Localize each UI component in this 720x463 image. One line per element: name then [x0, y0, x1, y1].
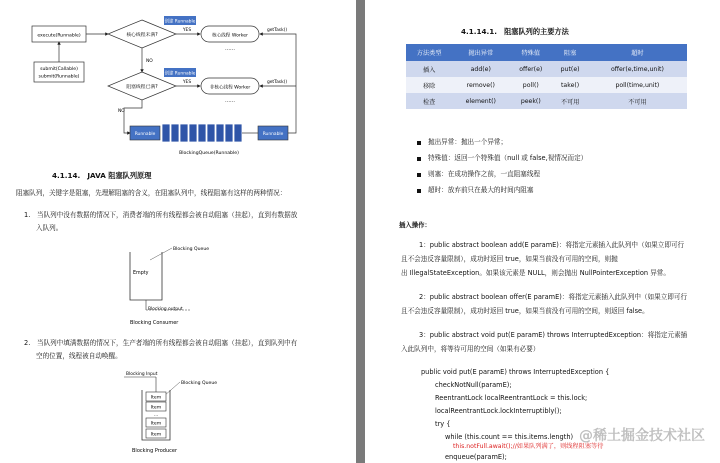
- gettask-label-1: getTask(): [266, 28, 288, 33]
- table-cell: 检查: [406, 93, 452, 109]
- blocking-consumer-diagram: [0, 238, 356, 338]
- gettask-label-2: getTask(): [266, 80, 288, 85]
- table-cell: element(): [452, 93, 509, 109]
- para2-line1: 2：public abstract boolean offer(E paramE)：将指定元素插入此队列中（如果立即可行: [419, 293, 688, 301]
- table-cell: 移除: [406, 77, 452, 93]
- table-cell: peek(): [509, 93, 552, 109]
- queue-item-label-4: Item: [150, 432, 162, 438]
- table-header: 抛出异常: [452, 44, 509, 61]
- table-cell: offer(e): [509, 61, 552, 77]
- yes-label-2: YES: [182, 80, 192, 85]
- table-cell: offer(e,time,unit): [588, 61, 687, 77]
- queue-caption: BlockingQueue(Runnable): [179, 151, 239, 156]
- code-line: try {: [435, 420, 451, 428]
- right-page: [365, 0, 720, 463]
- case1-line1: 1. 当队列中没有数据的情况下，消费者端的所有线程都会被自动阻塞（挂起），直到有数据放: [24, 211, 298, 219]
- submit-callable-label: submit(Callable): [40, 67, 78, 72]
- code-comment-line: this.notFull.await();//如果队列满了，则线程阻塞等待: [453, 443, 604, 450]
- table-cell: poll(): [509, 77, 552, 93]
- code-line: while (this.count == this.items.length): [445, 433, 574, 441]
- queue-tail-label: Runnable: [262, 132, 284, 137]
- table-header: 特殊值: [509, 44, 552, 61]
- table-cell: take(): [552, 77, 587, 93]
- table-header: 方法类型: [406, 44, 452, 61]
- bullet-icon: [417, 141, 421, 145]
- table-cell: 不可用: [552, 93, 587, 109]
- queue-item-dots: …: [153, 413, 159, 418]
- table-row: [406, 93, 687, 109]
- bullet-special: 特殊值：返回一个特殊值（null 或 false,视情况而定）: [428, 154, 588, 162]
- table-header: 超时: [588, 44, 687, 61]
- queue-item-label-1: Item: [150, 395, 162, 401]
- code-line: ReentrantLock localReentrantLock = this.lock;: [435, 394, 588, 402]
- left-page: [0, 0, 356, 463]
- para1-line3: 出 IllegalStateException。如果该元素是 NULL，则会抛出 NullPointerException 异常。: [401, 269, 670, 277]
- page-gutter: [356, 0, 365, 463]
- case2-line1: 2. 当队列中填满数据的情况下，生产者端的所有线程都会被自动阻塞（挂起），直到队列中有: [24, 339, 298, 347]
- insert-heading: 插入操作：: [399, 221, 431, 229]
- decision-blocking-label: 阻塞线程已满?: [126, 85, 158, 90]
- bullet-icon: [417, 173, 421, 177]
- create-runnable-label-2: 创建 Runnable: [164, 71, 196, 77]
- para1-line2: 且不会违反容量限制），成功时返回 true，如果当前没有可用的空间，则抛: [401, 255, 618, 263]
- para3-line2: 入此队列中，将等待可用的空间（如果有必要）: [401, 345, 540, 353]
- core-worker-label: 核心线程 Worker: [211, 33, 249, 39]
- blocking-output-label: Blocking output: [148, 307, 183, 312]
- execute-label: execute(Runnable): [37, 33, 81, 39]
- code-line: enqueue(paramE);: [445, 453, 507, 461]
- no-label-1: NO: [146, 59, 153, 64]
- producer-caption: Blocking Producer: [132, 448, 177, 454]
- consumer-caption: Blocking Consumer: [130, 320, 179, 326]
- methods-heading: 4.1.14.1. 阻塞队列的主要方法: [461, 27, 569, 36]
- yes-label-1: YES: [182, 28, 192, 33]
- create-runnable-label-1: 创建 Runnable: [164, 19, 196, 25]
- bullet-throws: 抛出异常：抛出一个异常；: [428, 138, 508, 146]
- blocking-producer-diagram: [0, 368, 356, 463]
- bullet-timeout: 超时：放弃前只在最大的时间内阻塞: [428, 186, 534, 194]
- consumer-queue-label: Blocking Queue: [173, 247, 210, 252]
- code-line: public void put(E paramE) throws InterruptedException {: [421, 368, 610, 376]
- table-header-row: [406, 44, 687, 61]
- intro-paragraph: 阻塞队列，关键字是阻塞，先理解阻塞的含义，在阻塞队列中，线程阻塞有这样的两种情况：: [16, 189, 287, 197]
- queue-head-label: Runnable: [134, 132, 156, 137]
- thread-pool-diagram: [0, 0, 356, 170]
- table-header: 阻塞: [552, 44, 587, 61]
- watermark: @稀土掘金技术社区: [579, 428, 705, 444]
- bullet-blocking: 则塞：在成功操作之前，一直阻塞线程: [428, 170, 541, 178]
- table-cell: 不可用: [588, 93, 687, 109]
- table-cell: put(e): [552, 61, 587, 77]
- blocking-input-label: Blocking Input: [126, 372, 158, 377]
- para1-line1: 1：public abstract boolean add(E paramE)：将指定元素插入此队列中（如果立即可行: [419, 241, 685, 249]
- decision-core-label: 核心线程未满?: [126, 33, 158, 38]
- submit-runnable-label: submit(Runnable): [38, 74, 80, 80]
- producer-queue-label: Blocking Queue: [181, 381, 218, 386]
- case1-line2: 入队列。: [36, 224, 63, 232]
- para2-line2: 且不会违反容量限制），成功时返回 true，如果当前没有可用的空间，则返回 false。: [401, 307, 649, 315]
- methods-table: [406, 44, 687, 109]
- table-cell: add(e): [452, 61, 509, 77]
- queue-item-label-2: Item: [150, 405, 162, 411]
- table-cell: poll(time,unit): [588, 77, 687, 93]
- no-label-2: NO: [118, 109, 125, 114]
- section-heading: 4.1.14. JAVA 阻塞队列原理: [52, 171, 152, 180]
- code-line: checkNotNull(paramE);: [435, 381, 512, 389]
- table-row: [406, 77, 687, 93]
- noncore-worker-label: 非核心线程 Worker: [209, 85, 251, 91]
- para3-line1: 3：public abstract void put(E paramE) throws InterruptedException：将指定元素插: [419, 331, 688, 339]
- queue-slots: [162, 124, 242, 142]
- dots-1: ……: [225, 46, 235, 52]
- table-cell: 插入: [406, 61, 452, 77]
- table-row: [406, 61, 687, 77]
- bullet-icon: [417, 157, 421, 161]
- code-line: localReentrantLock.lockInterruptibly();: [435, 407, 562, 415]
- empty-label: Empty: [133, 271, 149, 276]
- case2-line2: 空的位置，线程被自动唤醒。: [36, 352, 122, 360]
- table-cell: remove(): [452, 77, 509, 93]
- queue-item-label-3: Item: [150, 421, 162, 427]
- dots-2: ……: [225, 98, 235, 104]
- bullet-icon: [417, 189, 421, 193]
